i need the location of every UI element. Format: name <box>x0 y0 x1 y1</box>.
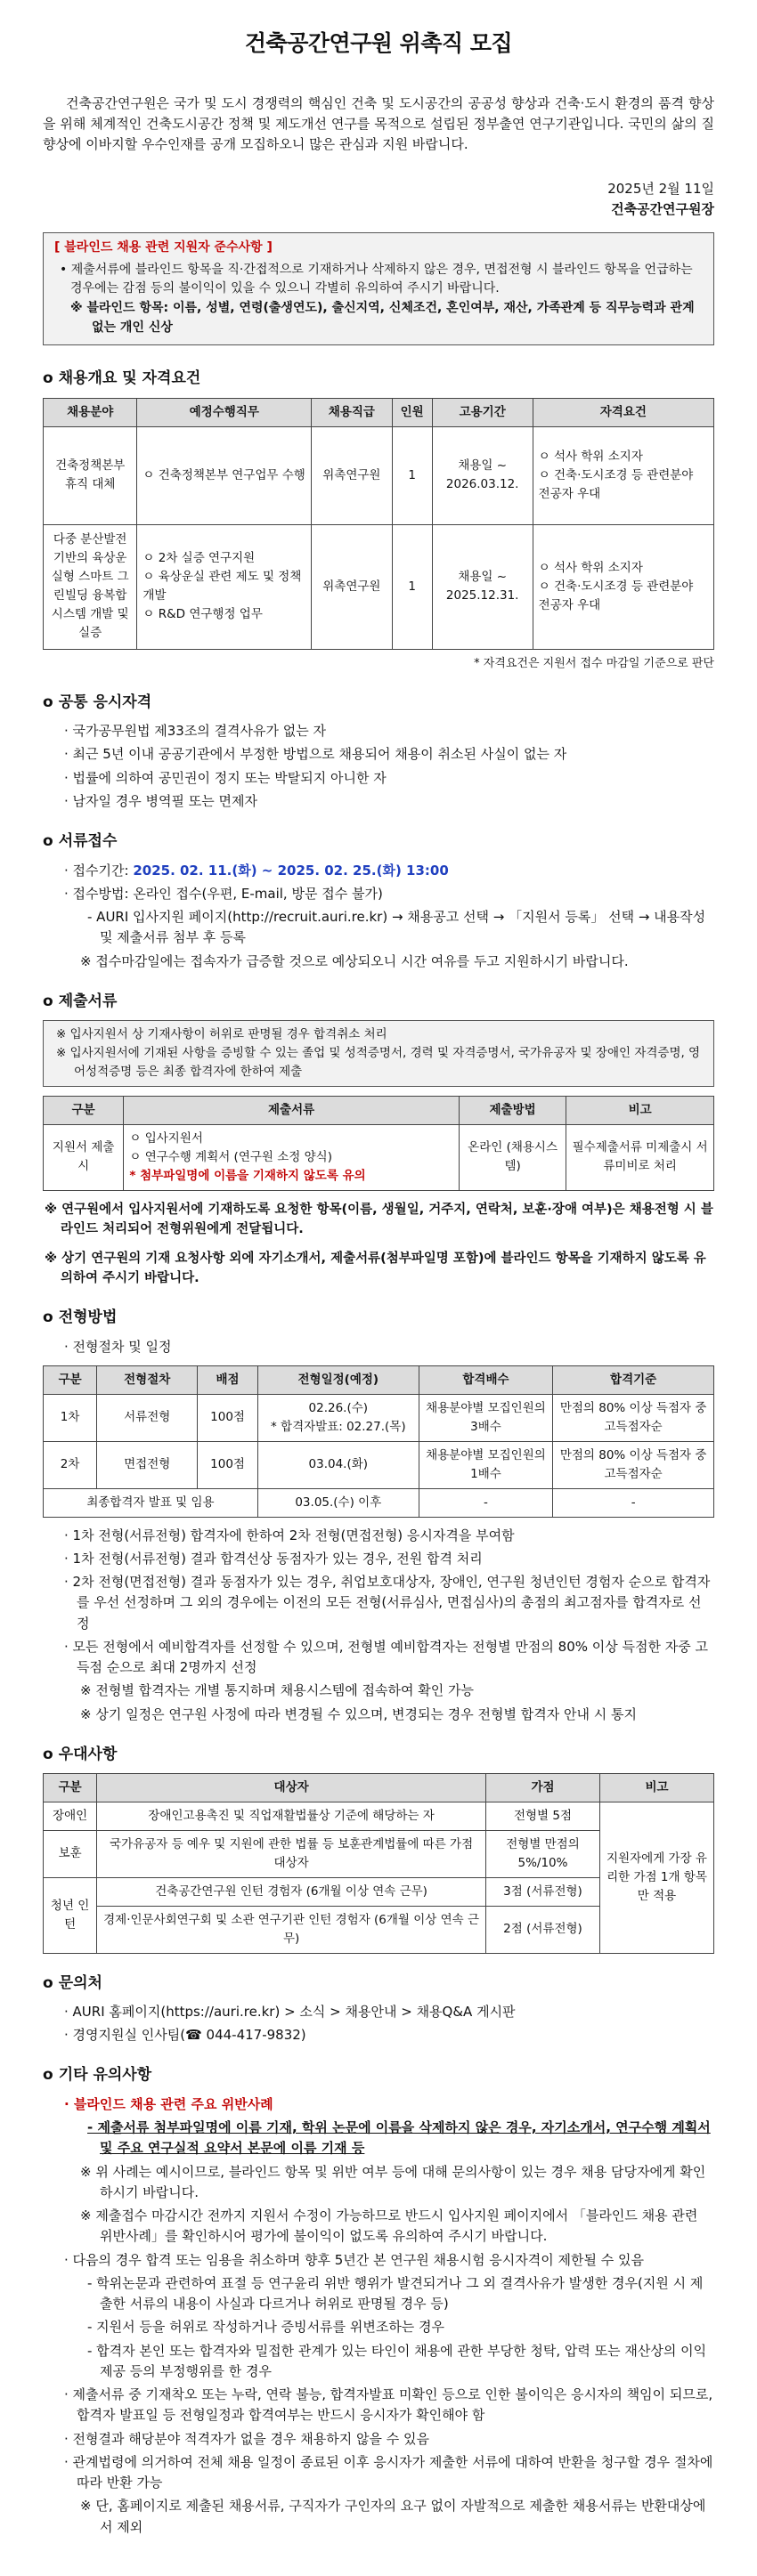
table-cell: 전형별 5점 <box>485 1802 599 1831</box>
selection-subheading-wrap <box>43 1337 714 1357</box>
table-header: 구분 <box>44 1366 97 1395</box>
section-heading-overview: o 채용개요 및 자격요건 <box>43 369 201 388</box>
section-bullet-icon: o <box>43 1308 53 1327</box>
table-header: 전형일정(예정) <box>257 1366 419 1395</box>
table-cell: 최종합격자 발표 및 임용 <box>44 1488 258 1517</box>
table-cell: - <box>553 1488 714 1517</box>
section-heading-application: o 서류접수 <box>43 832 118 851</box>
table-cell: 위촉연구원 <box>312 426 392 524</box>
documents-notice: ※ 입사지원서 상 기재사항이 허위로 판명될 경우 합격취소 처리 <box>56 1027 387 1042</box>
table-cell: 채용분야별 모집인원의 3배수 <box>419 1394 553 1441</box>
list-item: · 법률에 의하여 공민권이 정지 또는 박탈되지 아니한 자 <box>64 769 387 786</box>
notice-date: 2025년 2월 11일 <box>607 180 714 197</box>
table-row <box>44 1488 714 1517</box>
list-note: ※ 제출접수 마감시간 전까지 지원서 수정이 가능하므로 반드시 입사지원 페이지에서 「블라인드 채용 관련 위반사례」를 확인하시어 평가에 불이익이 없도록 유의하여 주시기 바랍니다. <box>80 2207 698 2245</box>
list-item: - 합격자 본인 또는 합격자와 밀접한 관계가 있는 타인이 채용에 관한 부당한 청탁, 압력 또는 재산상의 이익 제공 등의 부정행위를 한 경우 <box>87 2342 707 2379</box>
qualification-item: ㅇ 석사 학위 소지자 <box>538 560 643 575</box>
table-header: 구분 <box>44 1774 97 1802</box>
table-cell: 지원자에게 가장 유리한 가점 1개 항목만 적용 <box>599 1802 713 1954</box>
document-item: ㅇ 연구수행 계획서 (연구원 소정 양식) <box>129 1149 332 1164</box>
table-cell <box>124 1124 460 1190</box>
table-cell: 1 <box>392 426 432 524</box>
table-header: 인원 <box>392 398 432 426</box>
section-bullet-icon: o <box>43 1973 53 1992</box>
table-cell: 다중 분산발전 기반의 육상운실형 스마트 그린빌딩 융복합 시스템 개발 및 실증 <box>44 524 137 649</box>
page-title: 건축공간연구원 위촉직 모집 <box>244 30 513 56</box>
table-cell: ㅇ 건축정책본부 연구업무 수행 <box>137 426 312 524</box>
duty-item: ㅇ 2차 실증 연구지원 <box>142 551 256 566</box>
table-cell: 만점의 80% 이상 득점자 중 고득점자순 <box>553 1394 714 1441</box>
application-steps: - AURI 입사지원 페이지(http://recruit.auri.re.kr) → 채용공고 선택 → 「지원서 등록」 선택 → 내용작성 및 제출서류 첨부 후 등록 <box>87 909 706 946</box>
contact-phone: · 경영지원실 인사팀(☎ 044-417-9832) <box>64 2027 306 2044</box>
table-cell <box>533 426 713 524</box>
section-bullet-icon: o <box>43 369 53 388</box>
application-list <box>43 861 714 972</box>
list-item: · 국가공무원법 제33조의 결격사유가 없는 자 <box>64 723 327 740</box>
section-heading-contact: o 문의처 <box>43 1973 102 1992</box>
qualification-note: * 자격요건은 지원서 접수 마감일 기준으로 판단 <box>474 656 714 670</box>
table-header: 가점 <box>485 1774 599 1802</box>
table-header-row <box>44 1366 714 1395</box>
duty-item: ㅇ 육상운실 관련 제도 및 정책개발 <box>142 570 302 603</box>
list-note: ※ 상기 일정은 연구원 사정에 따라 변경될 수 있으며, 변경되는 경우 전형별 합격자 안내 시 통지 <box>80 1705 637 1722</box>
list-item: · 남자일 경우 병역필 또는 면제자 <box>64 792 257 809</box>
table-cell: - <box>419 1488 553 1517</box>
documents-table <box>43 1096 714 1191</box>
list-item: · 1차 전형(서류전형) 결과 합격선상 동점자가 있는 경우, 전원 합격 처리 <box>64 1550 483 1567</box>
section-bullet-icon: o <box>43 832 53 851</box>
contact-list <box>43 2002 714 2046</box>
list-note: ※ 전형별 합격자는 개별 통지하며 채용시스템에 접속하여 확인 가능 <box>80 1682 474 1699</box>
table-cell: 03.05.(수) 이후 <box>257 1488 419 1517</box>
table-row <box>44 426 714 524</box>
table-header: 채용직급 <box>312 398 392 426</box>
section-heading-documents: o 제출서류 <box>43 992 118 1010</box>
table-cell: 장애인 <box>44 1802 97 1831</box>
table-cell <box>533 524 713 649</box>
table-cell: 2차 <box>44 1441 97 1488</box>
schedule-announce: * 합격자발표: 02.27.(목) <box>270 1419 406 1434</box>
cancel-title: · 다음의 경우 합격 또는 임용을 취소하며 향후 5년간 본 연구원 채용시험 응시자격이 제한될 수 있음 <box>64 2251 644 2268</box>
table-header-row <box>44 1096 714 1124</box>
documents-notice: ※ 입사지원서에 기재된 사항을 증빙할 수 있는 졸업 및 성적증명서, 경력 및 자격증명서, 국가유공자 및 장애인 자격증명, 영어성적증명 등은 최종 합격자에 한하여 제출 <box>56 1046 701 1079</box>
blind-violation-rule: - 제출서류 첨부파일명에 이름 기재, 학위 논문에 이름을 삭제하지 않은 경우, 자기소개서, 연구수행 계획서 및 주요 연구실적 요약서 본문에 이름 기재 등 <box>87 2119 711 2157</box>
table-header-row <box>44 398 714 426</box>
contact-website-link[interactable]: · AURI 홈페이지(https://auri.re.kr) > 소식 > 채용안내 > 채용Q&A 게시판 <box>64 2003 516 2020</box>
table-cell <box>137 524 312 649</box>
blind-rules-heading: [ 블라인드 채용 관련 지원자 준수사항 ] <box>54 240 273 255</box>
document-warning: * 첨부파일명에 이름을 기재하지 않도록 유의 <box>129 1168 366 1183</box>
table-header: 합격배수 <box>419 1366 553 1395</box>
section-heading-preference: o 우대사항 <box>43 1745 118 1763</box>
qualification-item: ㅇ 석사 학위 소지자 <box>538 449 643 464</box>
duty-item: ㅇ R&D 연구행정 업무 <box>142 607 263 622</box>
list-item: - 지원서 등을 허위로 작성하거나 증빙서류를 위변조하는 경우 <box>87 2319 445 2336</box>
table-row <box>44 524 714 649</box>
table-cell: 온라인 (채용시스템) <box>459 1124 566 1190</box>
intro-paragraph: 건축공간연구원은 국가 및 도시 경쟁력의 핵심인 건축 및 도시공간의 공공성 향상과 건축·도시 환경의 품격 향상을 위해 체계적인 건축도시공간 정책 및 제도개선 연구를 목적으로 설립된 정부출연 연구기관입니다. 국민의 삶의 질 향상에 이바지할 우수인재를 공개 모집하오니 많은 관심과 지원 바랍니다. <box>43 94 714 153</box>
table-cell: 경제·인문사회연구회 및 소관 연구기관 인턴 경험자 (6개월 이상 연속 근무) <box>97 1906 486 1953</box>
application-method: · 접수방법: 온라인 접수(우편, E-mail, 방문 접수 불가) <box>64 885 383 902</box>
selection-list <box>43 1526 714 1725</box>
section-heading-notes: o 기타 유의사항 <box>43 2066 152 2085</box>
overview-table <box>43 398 714 650</box>
section-heading-selection: o 전형방법 <box>43 1308 118 1327</box>
table-header-row <box>44 1774 714 1802</box>
table-cell: 만점의 80% 이상 득점자 중 고득점자순 <box>553 1441 714 1488</box>
section-bullet-icon: o <box>43 1745 53 1763</box>
table-row <box>44 1124 714 1190</box>
blind-rules-items: ※ 블라인드 항목: 이름, 성별, 연령(출생연도), 출신지역, 신체조건, 혼인여부, 재산, 가족관계 등 직무능력과 관계없는 개인 신상 <box>70 301 695 335</box>
table-header: 채용분야 <box>44 398 137 426</box>
qualification-item: ㅇ 건축·도시조경 등 관련분야 전공자 우대 <box>538 467 694 501</box>
application-period-value: 2025. 02. 11.(화) ~ 2025. 02. 25.(화) 13:00 <box>133 862 449 879</box>
table-cell: 1차 <box>44 1394 97 1441</box>
table-cell: 필수제출서류 미제출시 서류미비로 처리 <box>566 1124 714 1190</box>
table-header: 비고 <box>566 1096 714 1124</box>
table-header: 제출방법 <box>459 1096 566 1124</box>
table-header: 제출서류 <box>124 1096 460 1124</box>
section-bullet-icon: o <box>43 992 53 1010</box>
documents-blind-note: ※ 상기 연구원의 기재 요청사항 외에 자기소개서, 제출서류(첨부파일명 포함)에 블라인드 항목을 기재하지 않도록 유의하여 주시기 바랍니다. <box>45 1251 706 1285</box>
section-heading-eligibility: o 공통 응시자격 <box>43 693 152 711</box>
list-item: - 학위논문과 관련하여 표절 등 연구윤리 위반 행위가 발견되거나 그 외 결격사유가 발생한 경우(지원 시 제출한 서류의 내용이 사실과 다르거나 허위로 판명될 경우 등) <box>87 2274 704 2313</box>
documents-blind-note: ※ 연구원에서 입사지원서에 기재하도록 요청한 항목(이름, 생월일, 거주지, 연락처, 보훈·장애 여부)은 채용전형 시 블라인드 처리되어 전형위원에게 전달됩니다. <box>45 1202 713 1237</box>
table-cell: 채용일 ~ 2026.03.12. <box>432 426 533 524</box>
section-bullet-icon: o <box>43 693 53 711</box>
blind-rules-box <box>43 232 714 345</box>
table-cell: 03.04.(화) <box>257 1441 419 1488</box>
table-header: 고용기간 <box>432 398 533 426</box>
table-cell: 서류전형 <box>97 1394 198 1441</box>
selection-table <box>43 1365 714 1518</box>
list-item: · 관계법령에 의거하여 전체 채용 일정이 종료된 이후 응시자가 제출한 서류에 대하여 반환을 청구할 경우 절차에 따라 반환 가능 <box>64 2453 713 2491</box>
list-note: ※ 위 사례는 예시이므로, 블라인드 항목 및 위반 여부 등에 대해 문의사항이 있는 경우 채용 담당자에게 확인하시기 바랍니다. <box>80 2163 706 2200</box>
table-cell: 면접전형 <box>97 1441 198 1488</box>
table-cell: 1 <box>392 524 432 649</box>
table-header: 자격요건 <box>533 398 713 426</box>
table-header: 배점 <box>198 1366 258 1395</box>
table-row <box>44 1802 714 1831</box>
table-cell: 채용일 ~ 2025.12.31. <box>432 524 533 649</box>
table-row <box>44 1394 714 1441</box>
eligibility-list <box>43 721 714 812</box>
blind-violation-title: · 블라인드 채용 관련 주요 위반사례 <box>64 2095 273 2112</box>
table-cell: 보훈 <box>44 1831 97 1878</box>
table-header: 구분 <box>44 1096 124 1124</box>
table-header: 전형절차 <box>97 1366 198 1395</box>
blind-rules-text: • 제출서류에 블라인드 항목을 직·간접적으로 기재하거나 삭제하지 않은 경우, 면접전형 시 블라인드 항목을 언급하는 경우에는 감점 등의 불이익이 있을 수 있으니 각별히 유의하여 주시기 바랍니다. <box>60 262 693 296</box>
table-header: 대상자 <box>97 1774 486 1802</box>
list-item: · 1차 전형(서류전형) 합격자에 한하여 2차 전형(면접전형) 응시자격을 부여함 <box>64 1527 515 1543</box>
table-header: 합격기준 <box>553 1366 714 1395</box>
schedule-date: 02.26.(수) <box>308 1400 369 1415</box>
documents-notice-box <box>43 1020 714 1087</box>
list-item: · 모든 전형에서 예비합격자를 선정할 수 있으며, 전형별 예비합격자는 전형별 만점의 80% 이상 득점한 자중 고득점 순으로 최대 2명까지 선정 <box>64 1638 708 1676</box>
table-cell: 장애인고용촉진 및 직업재활법률상 기준에 해당하는 자 <box>97 1802 486 1831</box>
application-period: · 접수기간: 2025. 02. 11.(화) ~ 2025. 02. 25.(화) 13:00 <box>64 862 449 879</box>
list-item: · 제출서류 중 기재착오 또는 누락, 연락 불능, 합격자발표 미확인 등으로 인한 불이익은 응시자의 책임이 되므로, 합격자 발표일 등 전형일정과 합격여부는 반드시 응시자가 확인해야 함 <box>64 2386 713 2424</box>
qualification-item: ㅇ 건축·도시조경 등 관련분야 전공자 우대 <box>538 579 694 612</box>
table-cell: 청년 인턴 <box>44 1877 97 1953</box>
list-item: · 2차 전형(면접전형) 결과 동점자가 있는 경우, 취업보호대상자, 장애인, 연구원 청년인턴 경험자 순으로 합격자를 우선 선정하며 그 외의 경우에는 이전의 모든 전형(서류심사, 면접심사)의 총점의 최고점자를 합격자로 선정 <box>64 1574 711 1632</box>
table-cell: 건축공간연구원 인턴 경험자 (6개월 이상 연속 근무) <box>97 1877 486 1906</box>
notes-list <box>43 2094 714 2538</box>
table-cell: 지원서 제출 시 <box>44 1124 124 1190</box>
table-cell: 전형별 만점의 5%/10% <box>485 1831 599 1878</box>
table-cell: 국가유공자 등 예우 및 지원에 관한 법률 등 보훈관계법률에 따른 가점 대상자 <box>97 1831 486 1878</box>
document-item: ㅇ 입사지원서 <box>129 1130 203 1146</box>
list-note: ※ 단, 홈페이지로 제출된 채용서류, 구직자가 구인자의 요구 없이 자발적으로 제출한 채용서류는 반환대상에서 제외 <box>80 2498 706 2535</box>
preference-table <box>43 1773 714 1953</box>
list-item: · 최근 5년 이내 공공기관에서 부정한 방법으로 채용되어 채용이 취소된 사실이 없는 자 <box>64 746 567 763</box>
application-note: ※ 접수마감일에는 접속자가 급증할 것으로 예상되오니 시간 여유를 두고 지원하시기 바랍니다. <box>80 952 629 969</box>
selection-subheading: · 전형절차 및 일정 <box>64 1338 172 1355</box>
table-header: 예정수행직무 <box>137 398 312 426</box>
table-cell: 100점 <box>198 1394 258 1441</box>
table-cell: 100점 <box>198 1441 258 1488</box>
table-cell: 건축정책본부 휴직 대체 <box>44 426 137 524</box>
table-cell: 채용분야별 모집인원의 1배수 <box>419 1441 553 1488</box>
table-cell: 2점 (서류전형) <box>485 1906 599 1953</box>
section-bullet-icon: o <box>43 2066 53 2085</box>
table-row <box>44 1441 714 1488</box>
table-cell <box>257 1394 419 1441</box>
table-cell: 위촉연구원 <box>312 524 392 649</box>
table-cell: 3점 (서류전형) <box>485 1877 599 1906</box>
list-item: · 전형결과 해당분야 적격자가 없을 경우 채용하지 않을 수 있음 <box>64 2430 429 2447</box>
table-header: 비고 <box>599 1774 713 1802</box>
notice-org: 건축공간연구원장 <box>611 200 714 217</box>
